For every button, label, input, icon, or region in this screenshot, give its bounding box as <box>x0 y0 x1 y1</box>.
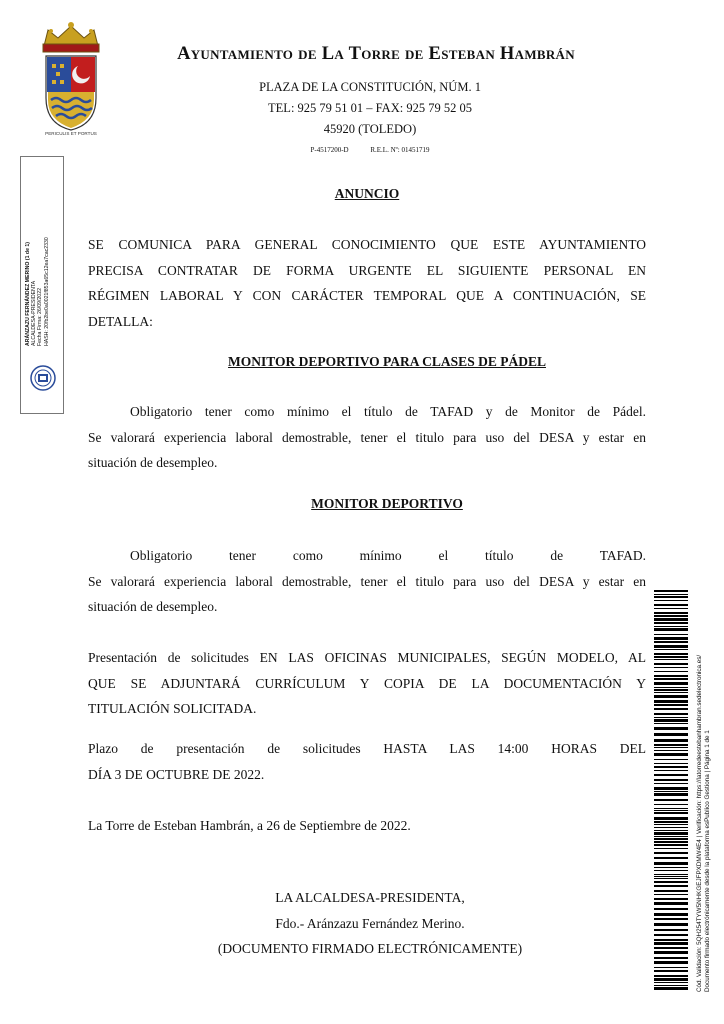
verification-line: Documento firmado electrónicamente desde la plataforma esPublico Gestiona | Página 1 de 1 <box>704 730 711 992</box>
coat-of-arms-logo <box>38 20 104 136</box>
text-line: Obligatorio tener como mínimo el título de TAFAD. <box>130 548 646 563</box>
barcode-icon <box>654 590 688 990</box>
shield-icon <box>46 56 96 130</box>
seal-icon <box>29 364 57 392</box>
address-line: PLAZA DE LA CONSTITUCIÓN, NÚM. 1 <box>259 80 481 94</box>
phone-line: TEL: 925 79 51 01 – FAX: 925 79 52 05 <box>268 101 472 115</box>
nif-code: P-4517200-D <box>310 146 349 154</box>
crown-icon <box>43 22 99 52</box>
signature-name: Fdo.- Aránzazu Fernández Merino. <box>275 916 465 931</box>
registry-line <box>160 146 580 154</box>
text-line: Se valorará experiencia laboral demostrable, tener el titulo para uso del DESA y estar en <box>88 429 646 445</box>
verification-line: Cód. Validación: 5QH254TYW5NHKGEJFPXDMW4E4 | Verificación: https://latorredeestebanhambran.sedelectronica.es/ <box>696 654 703 992</box>
text-line: Obligatorio tener como mínimo el título de TAFAD y de Monitor de Pádel. <box>130 404 646 419</box>
submission-paragraph <box>88 645 646 722</box>
text-line: SE COMUNICA PARA GENERAL CONOCIMIENTO QUE ESTE AYUNTAMIENTO <box>88 237 646 252</box>
signature-stamp-text <box>25 237 50 346</box>
postal-line: 45920 (TOLEDO) <box>323 122 417 136</box>
text-line: QUE SE ADJUNTARÁ CURRÍCULUM Y COPIA DE LA DOCUMENTACIÓN Y <box>88 675 646 691</box>
text-line: TITULACIÓN SOLICITADA. <box>88 701 257 716</box>
announcement-heading: ANUNCIO <box>334 186 400 201</box>
text-line: Presentación de solicitudes EN LAS OFICINAS MUNICIPALES, SEGÚN MODELO, AL <box>88 650 646 665</box>
text-line: PRECISA CONTRATAR DE FORMA URGENTE EL SIGUIENTE PERSONAL EN <box>88 262 646 278</box>
stamp-line: ARÁNZAZU FERNÁNDEZ MERINO (1 de 1) <box>25 241 31 346</box>
text-line: situación de desempleo. <box>88 599 218 614</box>
page-title: Ayuntamiento de La Torre de Esteban Hambrán <box>177 44 575 64</box>
crest-motto: PERICULIS ET PORTUS <box>45 131 97 136</box>
rel-code: R.E.L. Nº: 01451719 <box>370 146 430 154</box>
place-date <box>88 813 646 839</box>
intro-paragraph <box>88 232 646 334</box>
text-line: Se valorará experiencia laboral demostrable, tener el titulo para uso del DESA y estar en <box>88 573 646 589</box>
text-line: La Torre de Esteban Hambrán, a 26 de Septiembre de 2022. <box>88 818 411 833</box>
text-line: situación de desempleo. <box>88 455 218 470</box>
text-line: Plazo de presentación de solicitudes HASTA LAS 14:00 HORAS DEL <box>88 741 646 756</box>
section2-paragraph <box>88 543 646 620</box>
signature-note: (DOCUMENTO FIRMADO ELECTRÓNICAMENTE) <box>217 941 523 956</box>
text-line: RÉGIMEN LABORAL Y CON CARÁCTER TEMPORAL QUE A CONTINUACIÓN, SE <box>88 288 646 303</box>
signature-role: LA ALCALDESA-PRESIDENTA, <box>275 890 465 905</box>
stamp-line: ALCALDESA-PRESIDENTA <box>31 280 38 346</box>
section1-heading: MONITOR DEPORTIVO PARA CLASES DE PÁDEL <box>228 354 546 369</box>
verification-text <box>696 655 712 992</box>
deadline-paragraph <box>88 736 646 787</box>
text-line: DETALLA: <box>88 313 153 329</box>
section2-heading: MONITOR DEPORTIVO <box>311 496 463 511</box>
stamp-line: Fecha Firma: 26/09/2022 <box>37 288 44 346</box>
section1-paragraph <box>88 399 646 476</box>
stamp-line: HASH: 20fb2be0a0021f853a65c12ea7cac2330 <box>43 237 50 346</box>
text-line: DÍA 3 DE OCTUBRE DE 2022. <box>88 766 265 782</box>
